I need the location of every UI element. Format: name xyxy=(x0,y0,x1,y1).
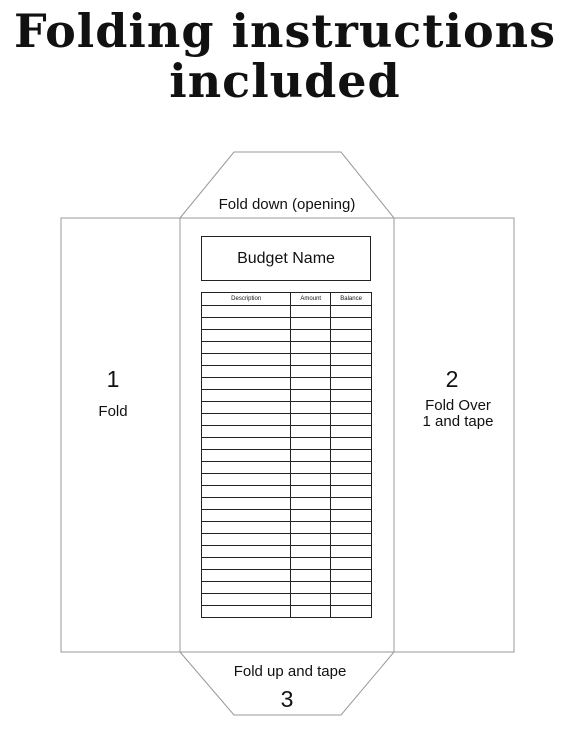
ledger-cell-amount xyxy=(291,414,331,426)
ledger-cell-description xyxy=(202,378,291,390)
ledger-cell-amount xyxy=(291,366,331,378)
ledger-cell-balance xyxy=(331,450,372,462)
ledger-cell-balance xyxy=(331,582,372,594)
ledger-cell-amount xyxy=(291,474,331,486)
ledger-cell-balance xyxy=(331,462,372,474)
ledger-cell-amount xyxy=(291,342,331,354)
ledger-row xyxy=(202,354,372,366)
ledger-row xyxy=(202,486,372,498)
ledger-header-row xyxy=(202,293,372,306)
ledger-cell-amount xyxy=(291,438,331,450)
ledger-row xyxy=(202,522,372,534)
ledger-table xyxy=(201,292,372,618)
ledger-cell-amount xyxy=(291,510,331,522)
ledger-cell-amount xyxy=(291,450,331,462)
ledger-cell-balance xyxy=(331,426,372,438)
ledger-row xyxy=(202,498,372,510)
ledger-cell-description xyxy=(202,450,291,462)
ledger-row xyxy=(202,438,372,450)
ledger-cell-description xyxy=(202,390,291,402)
ledger-cell-amount xyxy=(291,486,331,498)
left-flap xyxy=(61,218,180,652)
right-flap-label-line-2: 1 and tape xyxy=(422,413,494,430)
ledger-cell-balance xyxy=(331,486,372,498)
ledger-cell-balance xyxy=(331,594,372,606)
ledger-cell-balance xyxy=(331,474,372,486)
ledger-body xyxy=(202,306,372,618)
budget-name-box: Budget Name xyxy=(201,236,371,281)
ledger-row xyxy=(202,414,372,426)
left-flap-number: 1 xyxy=(106,366,120,392)
ledger-cell-amount xyxy=(291,558,331,570)
ledger-row xyxy=(202,330,372,342)
ledger-cell-balance xyxy=(331,390,372,402)
left-flap-label: Fold xyxy=(98,403,128,420)
title-line-2: included xyxy=(169,54,401,108)
ledger-cell-amount xyxy=(291,546,331,558)
ledger-row xyxy=(202,570,372,582)
ledger-cell-balance xyxy=(331,438,372,450)
ledger-cell-amount xyxy=(291,570,331,582)
right-flap-label-line-1: Fold Over xyxy=(425,397,491,414)
ledger-header-balance: Balance xyxy=(331,293,372,306)
ledger-row xyxy=(202,390,372,402)
ledger-cell-description xyxy=(202,546,291,558)
ledger-cell-description xyxy=(202,414,291,426)
right-flap-number: 2 xyxy=(445,366,459,392)
ledger-row xyxy=(202,306,372,318)
ledger-cell-description xyxy=(202,486,291,498)
ledger-row xyxy=(202,546,372,558)
ledger-cell-description xyxy=(202,342,291,354)
ledger-row xyxy=(202,378,372,390)
ledger-cell-description xyxy=(202,426,291,438)
ledger-cell-amount xyxy=(291,594,331,606)
ledger-cell-balance xyxy=(331,534,372,546)
ledger-cell-balance xyxy=(331,570,372,582)
ledger-header-amount: Amount xyxy=(291,293,331,306)
ledger-cell-description xyxy=(202,498,291,510)
ledger-cell-amount xyxy=(291,390,331,402)
ledger-row xyxy=(202,558,372,570)
ledger-cell-description xyxy=(202,474,291,486)
ledger-row xyxy=(202,606,372,618)
ledger-cell-description xyxy=(202,318,291,330)
ledger-cell-amount xyxy=(291,462,331,474)
ledger-cell-description xyxy=(202,510,291,522)
ledger-cell-description xyxy=(202,330,291,342)
ledger-cell-description xyxy=(202,522,291,534)
ledger-cell-amount xyxy=(291,522,331,534)
ledger-cell-amount xyxy=(291,498,331,510)
ledger-cell-balance xyxy=(331,522,372,534)
ledger-row xyxy=(202,318,372,330)
ledger-cell-balance xyxy=(331,414,372,426)
ledger-row xyxy=(202,426,372,438)
ledger-cell-amount xyxy=(291,378,331,390)
ledger-cell-description xyxy=(202,402,291,414)
ledger-cell-balance xyxy=(331,558,372,570)
ledger-cell-description xyxy=(202,570,291,582)
ledger-cell-description xyxy=(202,354,291,366)
ledger-cell-balance xyxy=(331,510,372,522)
ledger-cell-balance xyxy=(331,378,372,390)
ledger-cell-amount xyxy=(291,306,331,318)
ledger-cell-amount xyxy=(291,426,331,438)
ledger-row xyxy=(202,594,372,606)
ledger-cell-amount xyxy=(291,582,331,594)
ledger-row xyxy=(202,450,372,462)
ledger-row xyxy=(202,462,372,474)
ledger-row xyxy=(202,510,372,522)
ledger-cell-description xyxy=(202,558,291,570)
bottom-flap-label: Fold up and tape xyxy=(233,663,347,680)
ledger-cell-amount xyxy=(291,318,331,330)
ledger-cell-balance xyxy=(331,366,372,378)
bottom-flap-number: 3 xyxy=(280,686,294,712)
ledger-cell-amount xyxy=(291,606,331,618)
ledger-cell-balance xyxy=(331,354,372,366)
ledger-cell-amount xyxy=(291,534,331,546)
ledger-cell-description xyxy=(202,438,291,450)
ledger-cell-balance xyxy=(331,306,372,318)
ledger-cell-amount xyxy=(291,354,331,366)
ledger-cell-balance xyxy=(331,330,372,342)
ledger-row xyxy=(202,342,372,354)
ledger-row xyxy=(202,474,372,486)
ledger-cell-description xyxy=(202,462,291,474)
ledger-cell-amount xyxy=(291,402,331,414)
ledger-row xyxy=(202,366,372,378)
ledger-cell-description xyxy=(202,306,291,318)
right-flap xyxy=(394,218,514,652)
ledger-cell-balance xyxy=(331,402,372,414)
ledger-cell-balance xyxy=(331,342,372,354)
top-flap-label: Fold down (opening) xyxy=(218,196,356,213)
ledger-row xyxy=(202,534,372,546)
ledger-cell-balance xyxy=(331,318,372,330)
ledger-cell-description xyxy=(202,594,291,606)
ledger-row xyxy=(202,582,372,594)
ledger-cell-amount xyxy=(291,330,331,342)
ledger-cell-balance xyxy=(331,546,372,558)
ledger-cell-balance xyxy=(331,606,372,618)
ledger-cell-description xyxy=(202,582,291,594)
ledger-cell-description xyxy=(202,366,291,378)
ledger-header-description: Description xyxy=(202,293,291,306)
title-line-1: Folding instructions xyxy=(13,4,557,58)
ledger-cell-balance xyxy=(331,498,372,510)
ledger-cell-description xyxy=(202,534,291,546)
ledger-cell-description xyxy=(202,606,291,618)
ledger-row xyxy=(202,402,372,414)
